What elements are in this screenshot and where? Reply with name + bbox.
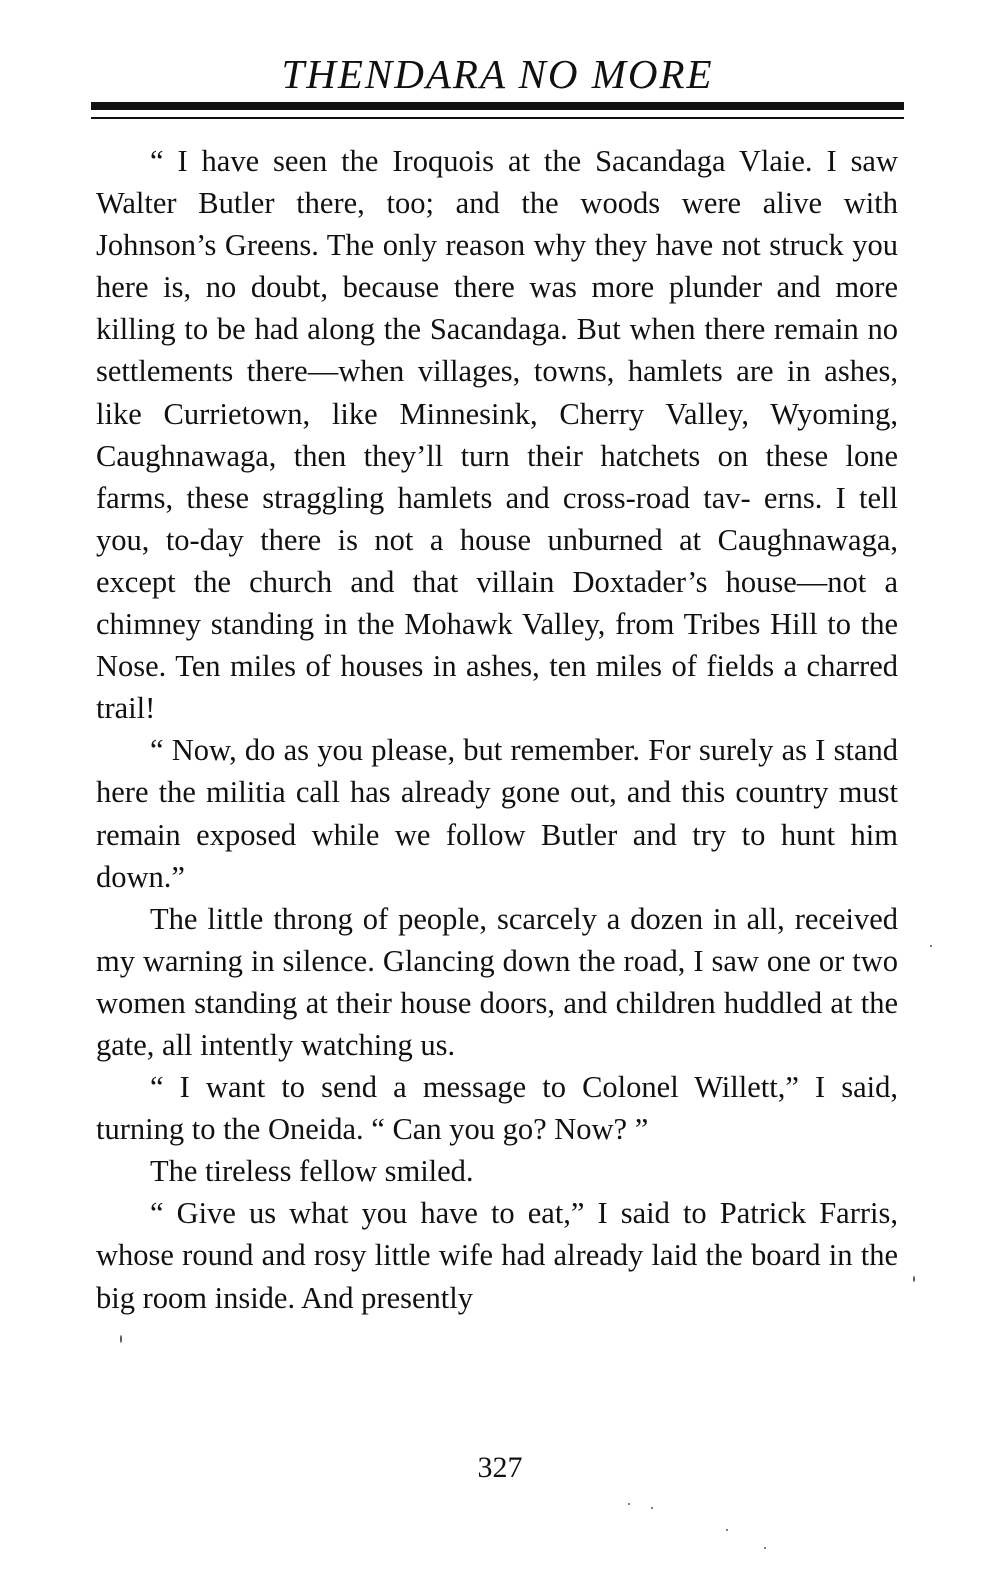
scan-speck bbox=[913, 1276, 915, 1282]
scan-speck bbox=[726, 1529, 728, 1531]
scan-speck bbox=[120, 1335, 122, 1343]
scan-speck bbox=[651, 1507, 653, 1509]
running-head: THENDARA NO MORE bbox=[281, 51, 714, 97]
paragraph: “ I have seen the Iroquois at the Sacandaga Vlaie. I saw Walter Butler there, too; and the woods were alive with Johnson’s Greens. The only reason why they have not struck you here is, no doubt, because there was more plunder and more killing to be had along the Sacandaga. But when there remain no settlements there—when villages, towns, hamlets are in ashes, like Currietown, like Minnesink, Cherry Valley, Wyoming, Caughnawaga, then they’ll turn their hatchets on these lone farms, these straggling hamlets and cross-road tav- erns. I tell you, to-day there is not a house unburned at Caughnawaga, except the church and that villain Doxtader’s house—not a chimney standing in the Mohawk Valley, from Tribes Hill to the Nose. Ten miles of houses in ashes, ten miles of fields a charred trail! bbox=[96, 144, 898, 726]
header-rule-thick bbox=[91, 102, 904, 110]
scan-speck bbox=[930, 945, 932, 947]
paragraph: “ Now, do as you please, but remember. For surely as I stand here the militia call has already gone out, and this country must remain exposed while we follow Butler and try to hunt him down.” bbox=[96, 733, 898, 894]
paragraph: The tireless fellow smiled. bbox=[150, 1154, 474, 1189]
paragraph: The little throng of people, scarcely a dozen in all, received my warning in silence. Glancing down the road, I saw one or two women standing at their house doors, and children huddled at the gate, all intently watching us. bbox=[96, 901, 898, 1062]
body-text bbox=[96, 140, 898, 1319]
paragraph: “ I want to send a message to Colonel Willett,” I said, turning to the Oneida. “ Can you go? Now? ” bbox=[96, 1070, 898, 1147]
scan-speck bbox=[628, 1503, 630, 1505]
page-number: 327 bbox=[477, 1451, 523, 1484]
paragraph: “ Give us what you have to eat,” I said to Patrick Farris, whose round and rosy little wife had already laid the board in the big room inside. And presently bbox=[96, 1196, 898, 1315]
header-rule-thin bbox=[91, 117, 904, 119]
scan-speck bbox=[764, 1547, 766, 1549]
